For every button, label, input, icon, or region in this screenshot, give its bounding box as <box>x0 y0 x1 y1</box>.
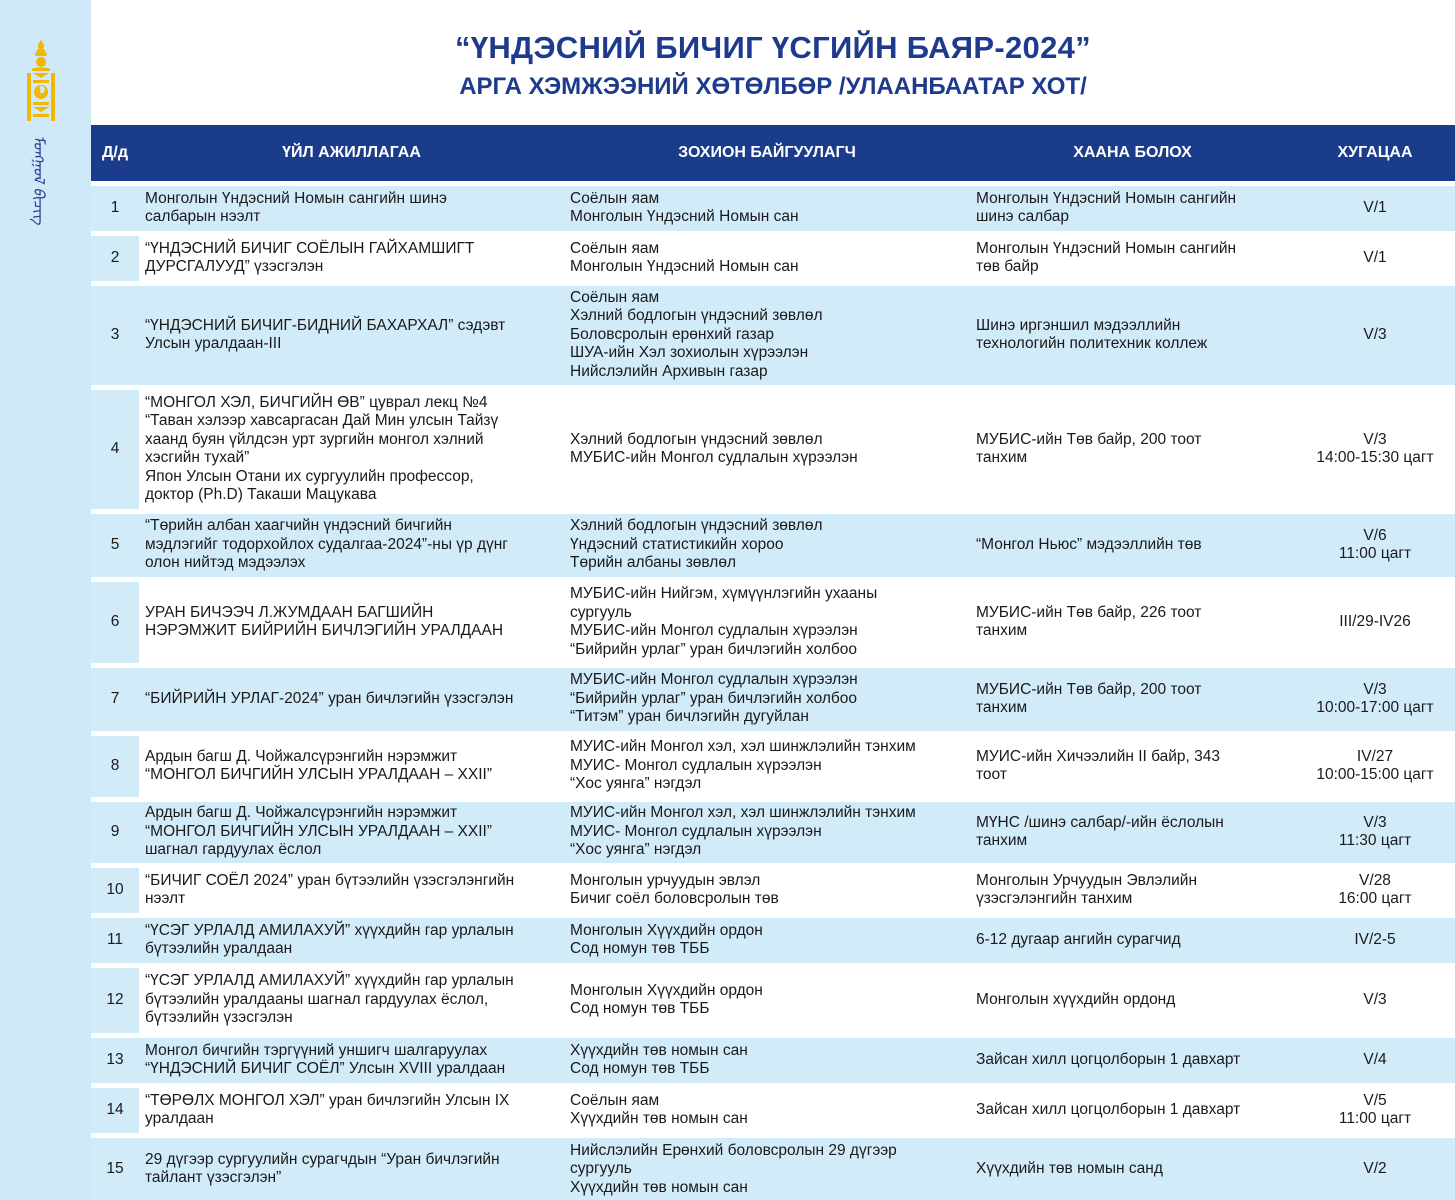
sidebar <box>0 0 91 1200</box>
activity-cell: Монголын Үндэсний Номын сангийн шинэ салбарын нээлт <box>139 183 564 233</box>
location-cell: Монголын Урчуудын Эвлэлийн үзэсгэлэнгийн танхим <box>970 865 1295 915</box>
program-table <box>91 125 1455 1200</box>
duration-cell: V/28 16:00 цагт <box>1295 865 1455 915</box>
header-location: ХААНА БОЛОХ <box>970 125 1295 183</box>
row-number: 8 <box>91 733 139 799</box>
location-cell: МУБИС-ийн Төв байр, 200 тоот танхим <box>970 387 1295 511</box>
row-number: 7 <box>91 665 139 733</box>
duration-cell: V/3 <box>1295 965 1455 1035</box>
table-row <box>91 1085 1455 1135</box>
row-number: 5 <box>91 511 139 579</box>
location-cell: Зайсан хилл цогцолборын 1 давхарт <box>970 1085 1295 1135</box>
duration-cell: V/1 <box>1295 183 1455 233</box>
activity-cell: “ҮНДЭСНИЙ БИЧИГ-БИДНИЙ БАХАРХАЛ” сэдэвт Улсын уралдаан-III <box>139 283 564 387</box>
table-row <box>91 283 1455 387</box>
location-cell: Монголын Үндэсний Номын сангийн төв байр <box>970 233 1295 283</box>
row-number: 9 <box>91 799 139 865</box>
organizer-cell: Соёлын яам Монголын Үндэсний Номын сан <box>564 183 970 233</box>
row-number: 3 <box>91 283 139 387</box>
duration-cell: V/3 14:00-15:30 цагт <box>1295 387 1455 511</box>
table-row <box>91 733 1455 799</box>
organizer-cell: МУБИС-ийн Монгол судлалын хүрээлэн “Бийрийн урлаг” уран бичлэгийн холбоо “Титэм” уран бичлэгийн дугуйлан <box>564 665 970 733</box>
table-row <box>91 665 1455 733</box>
organizer-cell: Монголын Хүүхдийн ордон Сод номун төв ТББ <box>564 915 970 965</box>
activity-cell: “БИЧИГ СОЁЛ 2024” уран бүтээлийн үзэсгэлэнгийн нээлт <box>139 865 564 915</box>
location-cell: Монголын Үндэсний Номын сангийн шинэ салбар <box>970 183 1295 233</box>
soyombo-icon <box>24 40 58 124</box>
table-row <box>91 233 1455 283</box>
table-row <box>91 1035 1455 1085</box>
activity-cell: 29 дүгээр сургуулийн сурагчдын “Уран бичлэгийн тайлант үзэсгэлэн” <box>139 1135 564 1200</box>
activity-cell: “ҮСЭГ УРЛАЛД АМИЛАХУЙ” хүүхдийн гар урлалын бүтээлийн уралдаан <box>139 915 564 965</box>
row-number: 2 <box>91 233 139 283</box>
organizer-cell: Нийслэлийн Ерөнхий боловсролын 29 дүгээр сургууль Хүүхдийн төв номын сан <box>564 1135 970 1200</box>
organizer-cell: МУИС-ийн Монгол хэл, хэл шинжлэлийн тэнхим МУИС- Монгол судлалын хүрээлэн “Хос уянга” нэгдэл <box>564 733 970 799</box>
table-row <box>91 965 1455 1035</box>
location-cell: “Монгол Ньюс” мэдээллийн төв <box>970 511 1295 579</box>
location-cell: МҮНС /шинэ салбар/-ийн ёслолын танхим <box>970 799 1295 865</box>
header-no: Д/д <box>91 125 139 183</box>
duration-cell: V/5 11:00 цагт <box>1295 1085 1455 1135</box>
organizer-cell: Монголын урчуудын эвлэл Бичиг соёл боловсролын төв <box>564 865 970 915</box>
activity-cell: Ардын багш Д. Чойжалсүрэнгийн нэрэмжит “МОНГОЛ БИЧГИЙН УЛСЫН УРАЛДААН – XXII” шагнал гардуулах ёслол <box>139 799 564 865</box>
duration-cell: V/3 10:00-17:00 цагт <box>1295 665 1455 733</box>
activity-cell: “Төрийн албан хаагчийн үндэсний бичгийн мэдлэгийг тодорхойлох судалгаа-2024”-ны үр дүнг олон нийтэд мэдээлэх <box>139 511 564 579</box>
activity-cell: “БИЙРИЙН УРЛАГ-2024” уран бичлэгийн үзэсгэлэн <box>139 665 564 733</box>
table-row <box>91 183 1455 233</box>
duration-cell: V/1 <box>1295 233 1455 283</box>
organizer-cell: Соёлын яам Монголын Үндэсний Номын сан <box>564 233 970 283</box>
header-duration: ХУГАЦАА <box>1295 125 1455 183</box>
location-cell: Шинэ иргэншил мэдээллийн технологийн политехник коллеж <box>970 283 1295 387</box>
header-activity: ҮЙЛ АЖИЛЛАГАА <box>139 125 564 183</box>
duration-cell: V/3 11:30 цагт <box>1295 799 1455 865</box>
row-number: 15 <box>91 1135 139 1200</box>
page-subtitle: АРГА ХЭМЖЭЭНИЙ ХӨТӨЛБӨР /УЛААНБААТАР ХОТ/ <box>459 73 1087 100</box>
mongolian-script-text: ᠮᠣᠩᠭᠣᠯ ᠪᠢᠴᠢᠭ <box>30 135 48 225</box>
activity-cell: “ҮСЭГ УРЛАЛД АМИЛАХУЙ” хүүхдийн гар урлалын бүтээлийн уралдааны шагнал гардуулах ёслол, бүтээлийн үзэсгэлэн <box>139 965 564 1035</box>
location-cell: Хүүхдийн төв номын санд <box>970 1135 1295 1200</box>
table-row <box>91 915 1455 965</box>
organizer-cell: Соёлын яам Хүүхдийн төв номын сан <box>564 1085 970 1135</box>
organizer-cell: Хэлний бодлогын үндэсний зөвлөл Үндэсний статистикийн хороо Төрийн албаны зөвлөл <box>564 511 970 579</box>
activity-cell: “ТӨРӨЛХ МОНГОЛ ХЭЛ” уран бичлэгийн Улсын IX уралдаан <box>139 1085 564 1135</box>
location-cell: МУБИС-ийн Төв байр, 200 тоот танхим <box>970 665 1295 733</box>
table-row <box>91 387 1455 511</box>
location-cell: 6-12 дугаар ангийн сурагчид <box>970 915 1295 965</box>
row-number: 11 <box>91 915 139 965</box>
location-cell: МУБИС-ийн Төв байр, 226 тоот танхим <box>970 579 1295 665</box>
table-row <box>91 865 1455 915</box>
table-row <box>91 1135 1455 1200</box>
organizer-cell: МУБИС-ийн Нийгэм, хүмүүнлэгийн ухааны сургууль МУБИС-ийн Монгол судлалын хүрээлэн “Бийрийн урлаг” уран бичлэгийн холбоо <box>564 579 970 665</box>
row-number: 12 <box>91 965 139 1035</box>
duration-cell: V/2 <box>1295 1135 1455 1200</box>
row-number: 1 <box>91 183 139 233</box>
activity-cell: УРАН БИЧЭЭЧ Л.ЖУМДААН БАГШИЙН НЭРЭМЖИТ БИЙРИЙН БИЧЛЭГИЙН УРАЛДААН <box>139 579 564 665</box>
location-cell: МУИС-ийн Хичээлийн II байр, 343 тоот <box>970 733 1295 799</box>
duration-cell: IV/27 10:00-15:00 цагт <box>1295 733 1455 799</box>
duration-cell: V/6 11:00 цагт <box>1295 511 1455 579</box>
organizer-cell: Соёлын яам Хэлний бодлогын үндэсний зөвлөл Боловсролын ерөнхий газар ШУА-ийн Хэл зохиолын хүрээлэн Нийслэлийн Архивын газар <box>564 283 970 387</box>
duration-cell: IV/2-5 <box>1295 915 1455 965</box>
organizer-cell: Монголын Хүүхдийн ордон Сод номун төв ТББ <box>564 965 970 1035</box>
activity-cell: “ҮНДЭСНИЙ БИЧИГ СОЁЛЫН ГАЙХАМШИГТ ДУРСГАЛУУД” үзэсгэлэн <box>139 233 564 283</box>
organizer-cell: МУИС-ийн Монгол хэл, хэл шинжлэлийн тэнхим МУИС- Монгол судлалын хүрээлэн “Хос уянга” нэгдэл <box>564 799 970 865</box>
activity-cell: Монгол бичгийн тэргүүний уншигч шалгаруулах “ҮНДЭСНИЙ БИЧИГ СОЁЛ” Улсын XVIII уралдаан <box>139 1035 564 1085</box>
row-number: 4 <box>91 387 139 511</box>
row-number: 13 <box>91 1035 139 1085</box>
duration-cell: III/29-IV26 <box>1295 579 1455 665</box>
page-title: “ҮНДЭСНИЙ БИЧИГ ҮСГИЙН БАЯР-2024” <box>455 30 1091 65</box>
organizer-cell: Хэлний бодлогын үндэсний зөвлөл МУБИС-ийн Монгол судлалын хүрээлэн <box>564 387 970 511</box>
row-number: 10 <box>91 865 139 915</box>
location-cell: Монголын хүүхдийн ордонд <box>970 965 1295 1035</box>
table-row <box>91 579 1455 665</box>
activity-cell: Ардын багш Д. Чойжалсүрэнгийн нэрэмжит “МОНГОЛ БИЧГИЙН УЛСЫН УРАЛДААН – XXII” <box>139 733 564 799</box>
row-number: 6 <box>91 579 139 665</box>
row-number: 14 <box>91 1085 139 1135</box>
duration-cell: V/4 <box>1295 1035 1455 1085</box>
table-row <box>91 511 1455 579</box>
location-cell: Зайсан хилл цогцолборын 1 давхарт <box>970 1035 1295 1085</box>
activity-cell: “МОНГОЛ ХЭЛ, БИЧГИЙН ӨВ” цуврал лекц №4 “Таван хэлээр хавсаргасан Дай Мин улсын Тайзү хаанд буян үйлдсэн урт зургийн монгол хэлний хэсгийн тухай” Япон Улсын Отани их сургуулийн профессор, доктор (Ph.D) Такаши Мацукава <box>139 387 564 511</box>
header <box>91 28 1455 102</box>
table-row <box>91 799 1455 865</box>
duration-cell: V/3 <box>1295 283 1455 387</box>
table-header-row <box>91 125 1455 183</box>
organizer-cell: Хүүхдийн төв номын сан Сод номун төв ТББ <box>564 1035 970 1085</box>
header-organizer: ЗОХИОН БАЙГУУЛАГЧ <box>564 125 970 183</box>
